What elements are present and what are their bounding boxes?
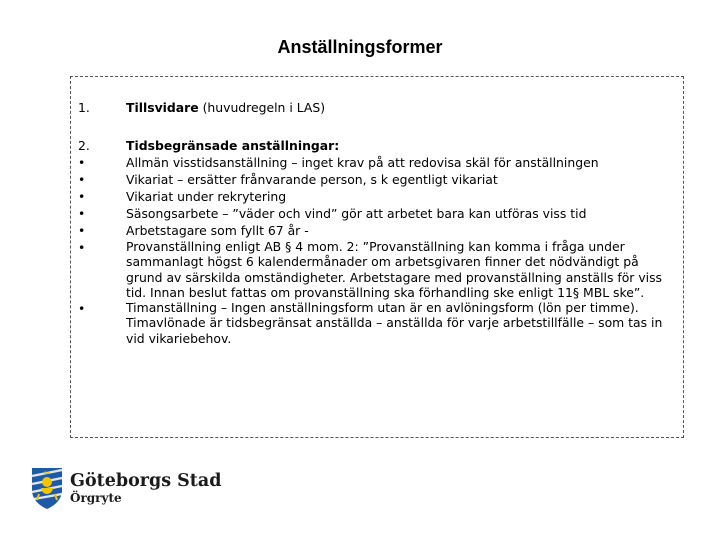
bullet-item	[78, 188, 678, 205]
item-number: 2.	[78, 138, 90, 153]
bullet-text: Vikariat – ersätter frånvarande person, s k egentligt vikariat	[126, 172, 498, 187]
bullet-text: Säsongsarbete – ”väder och vind” gör att arbetet bara kan utföras viss tid	[126, 206, 587, 221]
item-heading: Tillsvidare	[126, 100, 199, 115]
item-number: 1.	[78, 100, 90, 115]
bullet-marker: •	[78, 155, 86, 170]
bullet-item	[78, 300, 678, 346]
bullet-item	[78, 239, 678, 300]
bullet-text: Provanställning enligt AB § 4 mom. 2: ”Provanställning kan komma i fråga under sammanlagt högst 6 kalendermånader om arbetsgivaren finner det nödvändigt på grund av särskilda omständigheter. Arbetstagare med provanställning anställs för viss tid. Innan beslut fattas om provanställning ska förhandling ske enligt 11§ MBL ske”.	[126, 239, 663, 300]
logo-subtitle: Örgryte	[70, 490, 122, 505]
bullet-marker: •	[78, 301, 86, 317]
bullet-marker: •	[78, 240, 86, 255]
bullet-marker: •	[78, 223, 86, 238]
logo-name: Göteborgs Stad	[70, 470, 222, 491]
bullet-marker: •	[78, 172, 86, 187]
bullet-marker: •	[78, 206, 86, 221]
content-list	[78, 99, 678, 346]
item-note: (huvudregeln i LAS)	[198, 100, 326, 115]
bullet-marker: •	[78, 189, 86, 204]
goteborgs-stad-logo	[30, 466, 221, 510]
bullet-text: Allmän visstidsanställning – inget krav på att redovisa skäl för anställningen	[126, 155, 599, 170]
bullet-item	[78, 222, 678, 239]
bullet-item	[78, 205, 678, 222]
bullet-item	[78, 154, 678, 171]
list-item-tillsvidare	[78, 99, 678, 116]
page-title: Anställningsformer	[277, 37, 443, 57]
bullet-text: Arbetstagare som fyllt 67 år -	[126, 223, 309, 238]
list-item-tidsbegransade	[78, 137, 678, 154]
item-heading: Tidsbegränsade anställningar:	[126, 138, 340, 153]
bullet-text: Timanställning – Ingen anställningsform utan är en avlöningsform (lön per timme). Timavlönade är tidsbegränsat anställda – anställda för varje arbetstillfälle – som tas in vid vikariebehov.	[126, 300, 663, 346]
bullet-text: Vikariat under rekrytering	[126, 189, 287, 204]
city-crest-icon	[30, 466, 64, 510]
bullet-item	[78, 171, 678, 188]
